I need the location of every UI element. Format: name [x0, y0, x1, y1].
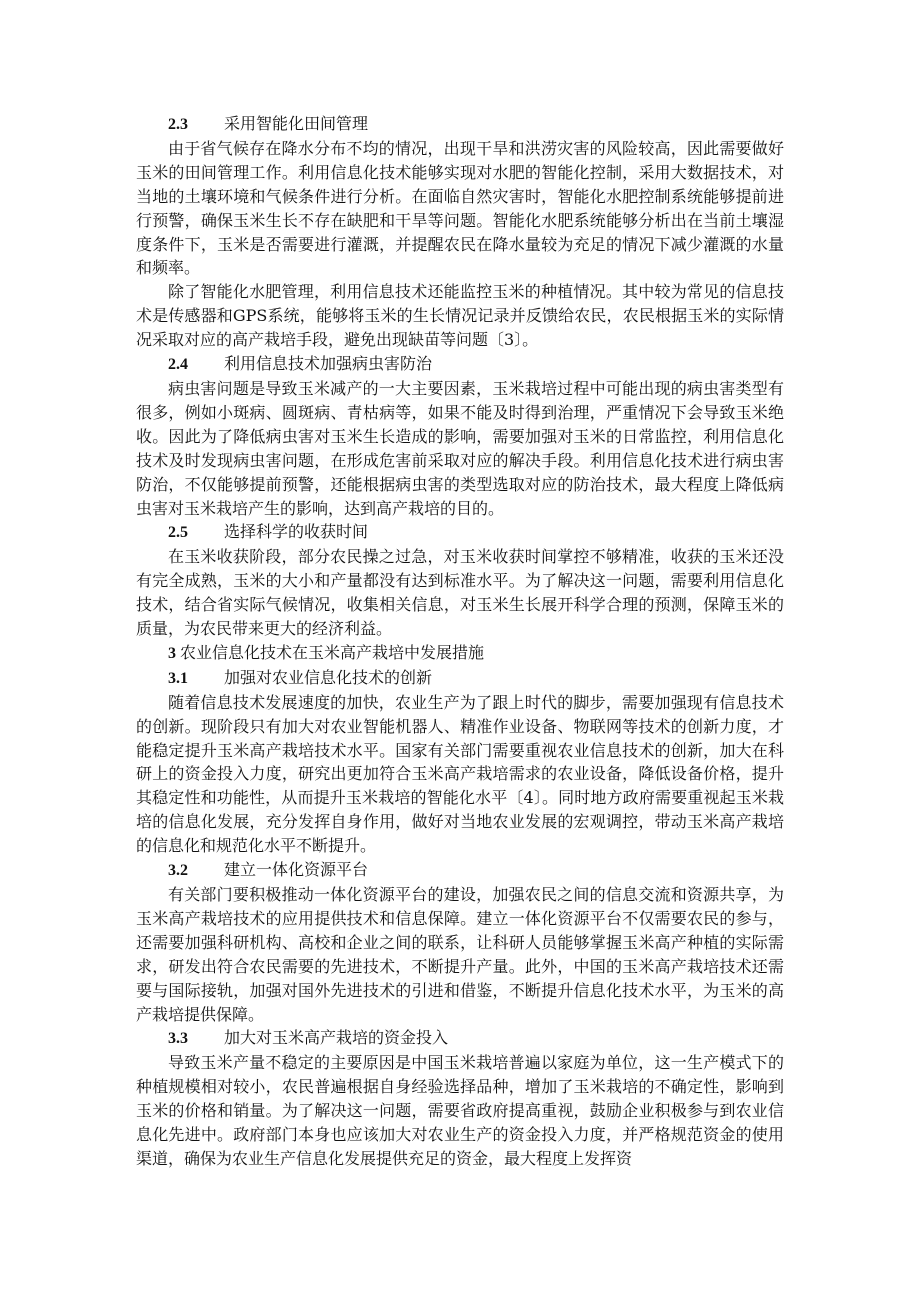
heading-number: 2.3 — [168, 116, 188, 133]
heading-number: 2.4 — [168, 356, 188, 374]
heading-3-3 — [136, 1026, 784, 1051]
heading-title: 利用信息技术加强病虫害防治 — [224, 354, 433, 374]
paragraph: 随着信息技术发展速度的加快，农业生产为了跟上时代的脚步，需要加强现有信息技术的创新。现阶段只有加大对农业智能机器人、精准作业设备、物联网等技术的创新力度，才能稳定提升玉米高产栽培技术水平。国家有关部门需要重视农业信息技术的创新，加大在科研上的资金投入力度，研究出更加符合玉米高产栽培需求的农业设备，降低设备价格，提升其稳定性和功能性，从而提升玉米栽培的智能化水平〔4〕。同时地方政府需要重视起玉米栽培的信息化发展，充分发挥自身作用，做好对当地农业发展的宏观调控，带动玉米高产栽培的信息化和规范化水平不断提升。 — [136, 692, 784, 856]
paragraph: 病虫害问题是导致玉米减产的一大主要因素，玉米栽培过程中可能出现的病虫害类型有很多，例如小斑病、圆斑病、青枯病等，如果不能及时得到治理，严重情况下会导致玉米绝收。因此为了降低病虫害对玉米生长造成的影响，需要加强对玉米的日常监控，利用信息化技术及时发现病虫害问题，在形成危害前采取对应的解决手段。利用信息化技术进行病虫害防治，不仅能够提前预警，还能根据病虫害的类型选取对应的防治技术，最大程度上降低病虫害对玉米栽培产生的影响，达到高产栽培的目的。 — [136, 378, 784, 518]
paragraph: 导致玉米产量不稳定的主要原因是中国玉米栽培普遍以家庭为单位，这一生产模式下的种植规模相对较小，农民普遍根据自身经验选择品种，增加了玉米栽培的不确定性，影响到玉米的价格和销量。为了解决这一问题，需要省政府提高重视，鼓励企业积极参与到农业信息化先进中。政府部门本身也应该加大对农业生产的资金投入力度，并严格规范资金的使用渠道，确保为农业生产信息化发展提供充足的资金，最大程度上发挥资 — [136, 1053, 784, 1168]
heading-title: 采用智能化田间管理 — [224, 114, 369, 133]
heading-title: 加强对农业信息化技术的创新 — [224, 667, 433, 687]
heading-3-2 — [136, 858, 784, 883]
heading-2-4 — [136, 352, 784, 377]
paragraph: 由于省气候存在降水分布不均的情况，出现干旱和洪涝灾害的风险较高，因此需要做好玉米的田间管理工作。利用信息化技术能够实现对水肥的智能化控制，采用大数据技术，对当地的土壤环境和气候条件进行分析。在面临自然灾害时，智能化水肥控制系统能够提前进行预警，确保玉米生长不存在缺肥和干旱等问题。智能化水肥系统能够分析出在当前土壤湿度条件下，玉米是否需要进行灌溉，并提醒农民在降水量较为充足的情况下减少灌溉的水量和频率。 — [136, 138, 784, 278]
heading-title: 加大对玉米高产栽培的资金投入 — [224, 1028, 449, 1048]
heading-number: 3 — [168, 644, 176, 662]
heading-3-1 — [136, 666, 784, 691]
paragraph: 有关部门要积极推动一体化资源平台的建设，加强农民之间的信息交流和资源共享，为玉米高产栽培技术的应用提供技术和信息保障。建立一体化资源平台不仅需要农民的参与，还需要加强科研机构、高校和企业之间的联系，让科研人员能够掌握玉米高产种植的实际需求，研发出符合农民需要的先进技术，不断提升产量。此外，中国的玉米高产栽培技术还需要与国际接轨，加强对国外先进技术的引进和借鉴，不断提升信息化技术水平，为玉米的高产栽培提供保障。 — [136, 885, 784, 1024]
heading-number: 3.3 — [168, 1030, 188, 1048]
heading-number: 3.1 — [168, 669, 188, 687]
document-page — [136, 112, 784, 1171]
heading-title: 农业信息化技术在玉米高产栽培中发展措施 — [180, 642, 485, 662]
paragraph: 在玉米收获阶段，部分农民操之过急，对玉米收获时间掌控不够精准，收获的玉米还没有完全成熟，玉米的大小和产量都没有达到标准水平。为了解决这一问题，需要利用信息化技术，结合省实际气候情况，收集相关信息，对玉米生长展开科学合理的预测，保障玉米的质量，为农民带来更大的经济利益。 — [136, 547, 784, 639]
heading-2-3 — [136, 112, 784, 137]
heading-title: 选择科学的收获时间 — [224, 522, 369, 542]
heading-number: 2.5 — [168, 524, 188, 542]
heading-title: 建立一体化资源平台 — [224, 860, 369, 880]
heading-2-5 — [136, 520, 784, 545]
heading-number: 3.2 — [168, 862, 188, 880]
heading-section-3 — [136, 641, 784, 666]
paragraph: 除了智能化水肥管理，利用信息技术还能监控玉米的种植情况。其中较为常见的信息技术是传感器和GPS系统，能够将玉米的生长情况记录并反馈给农民，农民根据玉米的实际情况采取对应的高产栽培手段，避免出现缺苗等问题〔3〕。 — [136, 282, 784, 350]
